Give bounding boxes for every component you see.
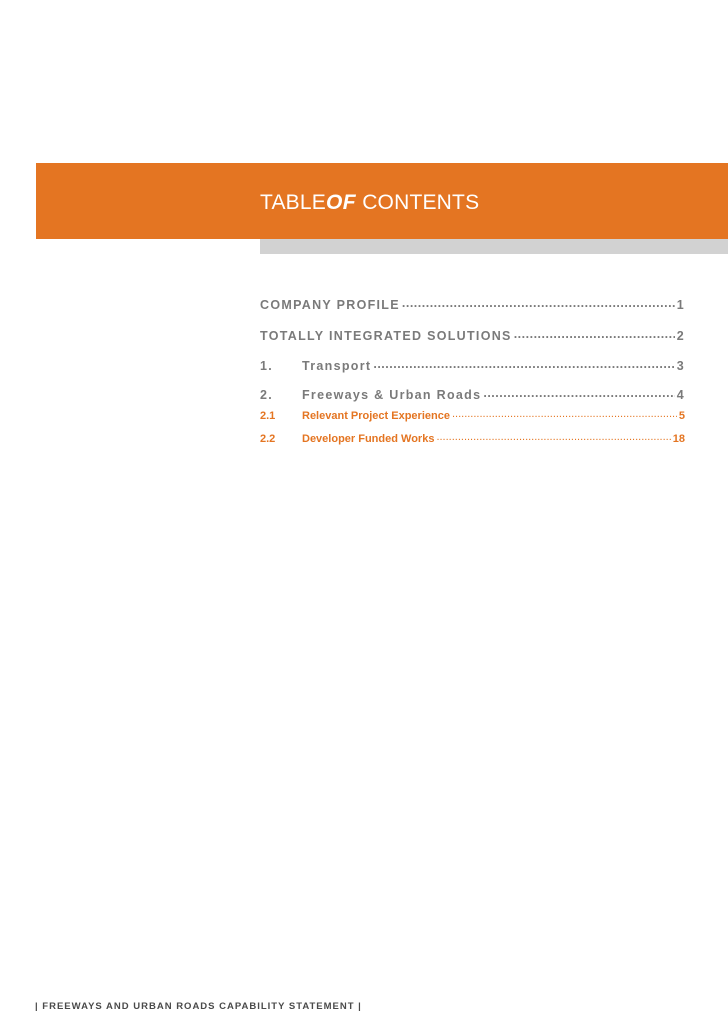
toc-entry-label: COMPANY PROFILE: [260, 297, 400, 312]
toc-dot-leader: [452, 408, 677, 419]
toc-entry-project-experience[interactable]: [260, 408, 685, 422]
toc-entry-freeways[interactable]: [260, 386, 685, 402]
toc-dot-leader: [483, 386, 674, 399]
page-title: [260, 190, 479, 216]
toc-entry-label: TOTALLY INTEGRATED SOLUTIONS: [260, 328, 512, 343]
toc-dot-leader: [373, 357, 674, 370]
toc-entry-label: Transport: [302, 358, 372, 373]
toc-entry-label: Freeways & Urban Roads: [302, 387, 482, 402]
toc-entry-label: Relevant Project Experience: [302, 410, 450, 422]
title-underline-bar: [260, 239, 728, 254]
toc-entry-developer-funded[interactable]: [260, 431, 685, 445]
toc-entry-page: 1: [676, 297, 685, 312]
toc-entry-integrated-solutions[interactable]: [260, 327, 685, 343]
toc-entry-page: 3: [676, 358, 685, 373]
toc-entry-company-profile[interactable]: [260, 296, 685, 312]
title-of: OF: [325, 191, 357, 214]
toc-entry-page: 18: [672, 433, 685, 445]
page-footer: | FREEWAYS AND URBAN ROADS CAPABILITY STATEMENT |: [35, 1001, 362, 1012]
toc-dot-leader: [436, 431, 670, 442]
toc-entry-page: 2: [676, 328, 685, 343]
toc-entry-page: 5: [678, 410, 685, 422]
toc-entry-label: Developer Funded Works: [302, 433, 435, 445]
toc-entry-number: 2.1: [260, 410, 276, 422]
toc-entry-page: 4: [676, 387, 685, 402]
toc-dot-leader: [514, 327, 675, 340]
toc-entry-transport[interactable]: [260, 357, 685, 373]
toc-entry-number: 2.2: [260, 433, 276, 445]
title-table: TABLE: [260, 191, 326, 214]
toc-dot-leader: [402, 296, 675, 309]
toc-entry-number: 1.: [260, 358, 274, 373]
toc-entry-number: 2.: [260, 387, 274, 402]
title-contents: CONTENTS: [362, 191, 480, 214]
